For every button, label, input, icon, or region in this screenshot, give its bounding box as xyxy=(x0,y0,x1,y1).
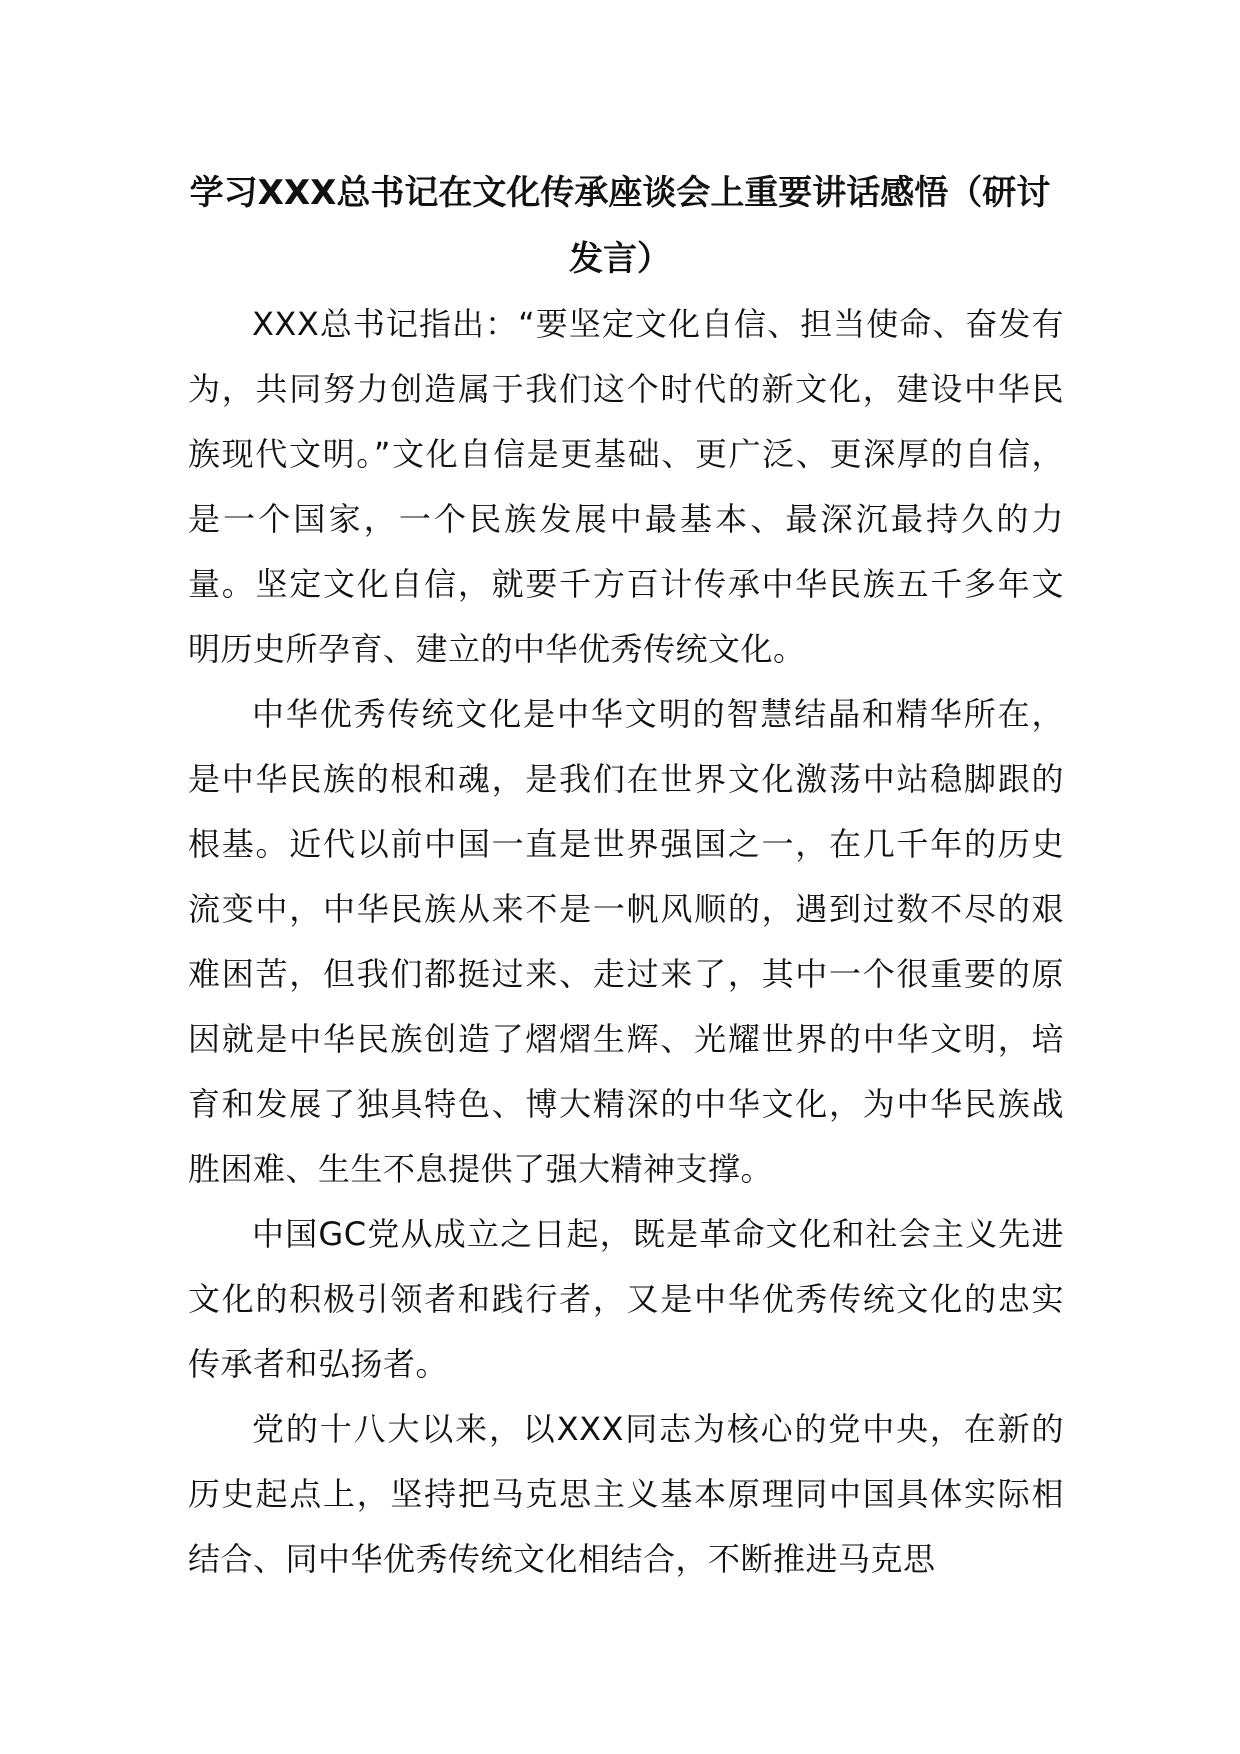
document-title: 学习XXX总书记在文化传承座谈会上重要讲话感悟（研讨发言） xyxy=(189,173,1051,279)
paragraph: 党的十八大以来，以XXX同志为核心的党中央，在新的历史起点上，坚持把马克思主义基本原理同中国具体实际相结合、同中华优秀传统文化相结合，不断推进马克思 xyxy=(188,1410,1064,1578)
paragraph: 中华优秀传统文化是中华文明的智慧结晶和精华所在，是中华民族的根和魂，是我们在世界文化激荡中站稳脚跟的根基。近代以前中国一直是世界强国之一，在几千年的历史流变中，中华民族从来不是一帆风顺的，遇到过数不尽的艰难困苦，但我们都挺过来、走过来了，其中一个很重要的原因就是中华民族创造了熠熠生辉、光耀世界的中华文明，培育和发展了独具特色、博大精深的中华文化，为中华民族战胜困难、生生不息提供了强大精神支撑。 xyxy=(188,695,1064,1188)
document-body xyxy=(188,292,1064,1592)
paragraph: XXX总书记指出：“要坚定文化自信、担当使命、奋发有为，共同努力创造属于我们这个时代的新文化，建设中华民族现代文明。”文化自信是更基础、更广泛、更深厚的自信，是一个国家，一个民族发展中最基本、最深沉最持久的力量。坚定文化自信，就要千方百计传承中华民族五千多年文明历史所孕育、建立的中华优秀传统文化。 xyxy=(188,305,1064,668)
paragraph: 中国GC党从成立之日起，既是革命文化和社会主义先进文化的积极引领者和践行者，又是中华优秀传统文化的忠实传承者和弘扬者。 xyxy=(188,1215,1064,1383)
